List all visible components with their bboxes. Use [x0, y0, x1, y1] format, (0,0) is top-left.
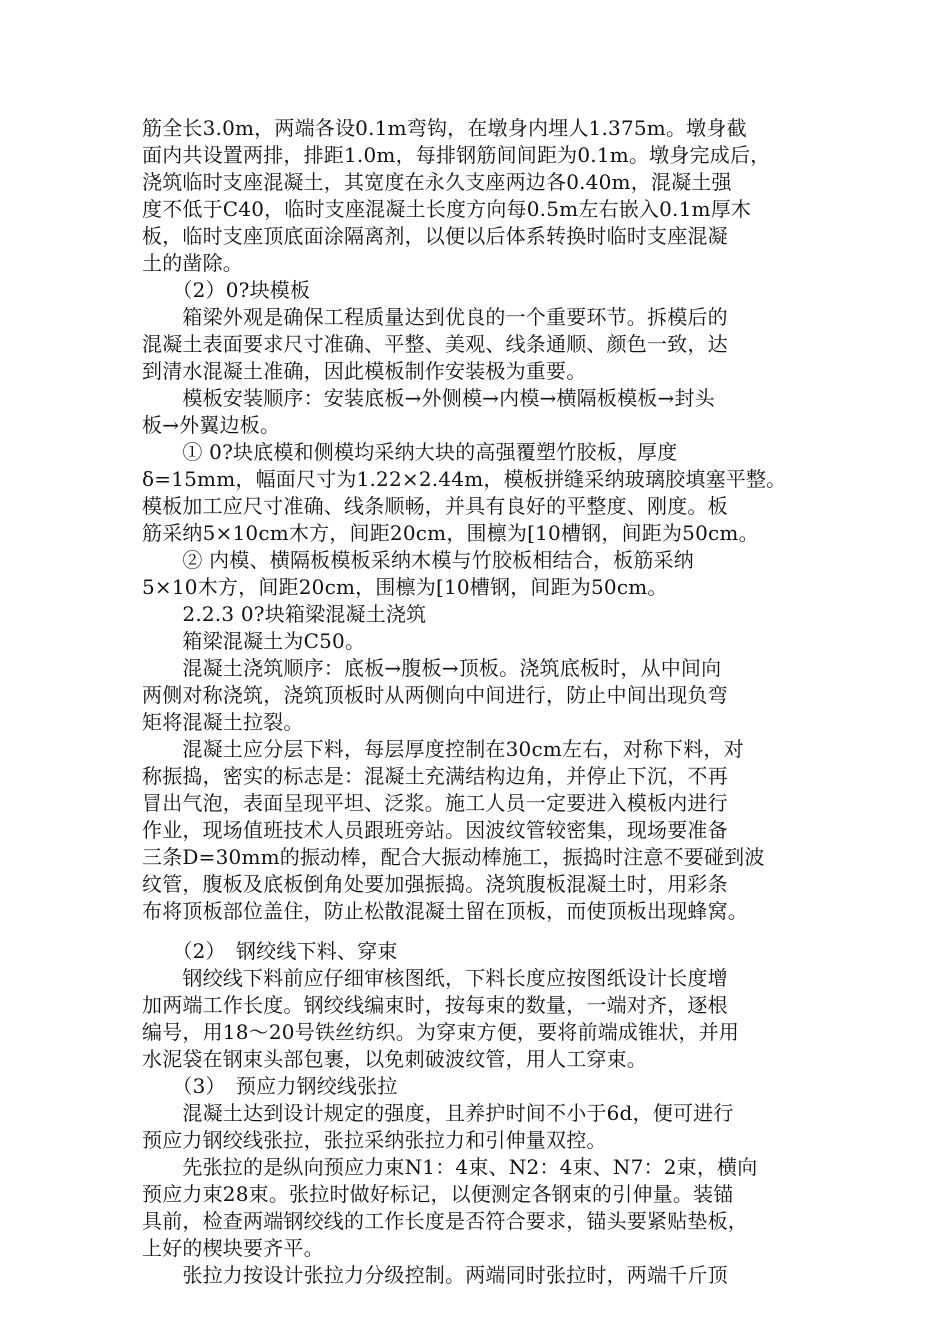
text-line: 箱梁外观是确保工程质量达到优良的一个重要环节。拆模后的 [142, 305, 728, 329]
text-line: ① 0?块底模和侧模均采纳大块的高强覆塑竹胶板，厚度 [142, 440, 678, 464]
text-line: 箱梁混凝土为C50。 [142, 629, 366, 653]
text-line: 板，临时支座顶底面涂隔离剂，以便以后体系转换时临时支座混凝 [142, 224, 728, 248]
text-line: 土的凿除。 [142, 251, 243, 275]
text-line: 两侧对称浇筑，浇筑顶板时从两侧向中间进行，防止中间出现负弯 [142, 683, 728, 707]
text-line: 纹管，腹板及底板倒角处要加强振捣。浇筑腹板混凝土时，用彩条 [142, 872, 728, 896]
text-line: 具前，检查两端钢绞线的工作长度是否符合要求，锚头要紧贴垫板， [142, 1209, 748, 1233]
text-line: 加两端工作长度。钢绞线编束时，按每束的数量，一端对齐，逐根 [142, 993, 728, 1017]
section-heading: （3） 预应力钢绞线张拉 [142, 1074, 398, 1098]
text-line: 三条D=30mm的振动棒，配合大振动棒施工，振捣时注意不要碰到波 [142, 845, 765, 869]
text-line: 混凝土浇筑顺序：底板→腹板→顶板。浇筑底板时，从中间向 [142, 656, 722, 680]
text-line: 混凝土表面要求尺寸准确、平整、美观、线条通顺、颜色一致，达 [142, 332, 728, 356]
text-line: 5×10木方，间距20cm，围檩为[10槽钢，间距为50cm。 [142, 575, 668, 599]
text-line: 预应力束28束。张拉时做好标记，以便测定各钢束的引伸量。装锚 [142, 1182, 734, 1206]
text-line: 筋采纳5×10cm木方，间距20cm，围檩为[10槽钢，间距为50cm。 [142, 521, 759, 545]
text-line: 矩将混凝土拉裂。 [142, 710, 304, 734]
text-line: 上好的楔块要齐平。 [142, 1236, 324, 1260]
text-line: 到清水混凝土准确，因此模板制作安装极为重要。 [142, 359, 587, 383]
text-line: 混凝土达到设计规定的强度，且养护时间不小于6d，便可进行 [142, 1101, 734, 1125]
text-line: 板→外翼边板。 [142, 413, 281, 437]
text-line: 筋全长3.0m，两端各设0.1m弯钩，在墩身内埋人1.375m。墩身截 [142, 116, 747, 140]
text-line: 称振捣，密实的标志是：混凝土充满结构边角，并停止下沉，不再 [142, 764, 728, 788]
section-heading: （2）0?块模板 [142, 278, 311, 302]
text-line: 度不低于C40，临时支座混凝土长度方向每0.5m左右嵌入0.1m厚木 [142, 197, 752, 221]
text-line: 钢绞线下料前应仔细审核图纸，下料长度应按图纸设计长度增 [142, 966, 728, 990]
text-line: 冒出气泡，表面呈现平坦、泛浆。施工人员一定要进入模板内进行 [142, 791, 728, 815]
text-line: 预应力钢绞线张拉，张拉采纳张拉力和引伸量双控。 [142, 1128, 607, 1152]
text-line: ② 内模、横隔板模板采纳木模与竹胶板相结合，板筋采纳 [142, 548, 694, 572]
text-line: 模板加工应尺寸准确、线条顺畅，并具有良好的平整度、刚度。板 [142, 494, 728, 518]
section-heading: 2.2.3 0?块箱梁混凝土浇筑 [142, 602, 427, 626]
text-line: 先张拉的是纵向预应力束N1：4束、N2：4束、N7：2束，横向 [142, 1155, 758, 1179]
text-line: 作业，现场值班技术人员跟班旁站。因波纹管较密集，现场要准备 [142, 818, 728, 842]
text-line: 水泥袋在钢束头部包裹，以免刺破波纹管，用人工穿束。 [142, 1047, 647, 1071]
text-line: 张拉力按设计张拉力分级控制。两端同时张拉时，两端千斤顶 [142, 1263, 728, 1287]
text-line: 模板安装顺序：安装底板→外侧模→内模→横隔板模板→封头 [142, 386, 715, 410]
section-heading: （2） 钢绞线下料、穿束 [142, 939, 398, 963]
text-line: 布将顶板部位盖住，防止松散混凝土留在顶板，而使顶板出现蜂窝。 [142, 899, 748, 923]
text-line: 面内共设置两排，排距1.0m，每排钢筋间间距为0.1m。墩身完成后， [142, 143, 771, 167]
text-line: 混凝土应分层下料，每层厚度控制在30cm左右，对称下料，对 [142, 737, 744, 761]
text-line: δ=15mm，幅面尺寸为1.22×2.44m，模板拼缝采纳玻璃胶填塞平整。 [142, 467, 787, 491]
text-line: 编号，用18～20号铁丝纺织。为穿束方便，要将前端成锥状，并用 [142, 1020, 740, 1044]
text-line: 浇筑临时支座混凝土，其宽度在永久支座两边各0.40m，混凝土强 [142, 170, 732, 194]
